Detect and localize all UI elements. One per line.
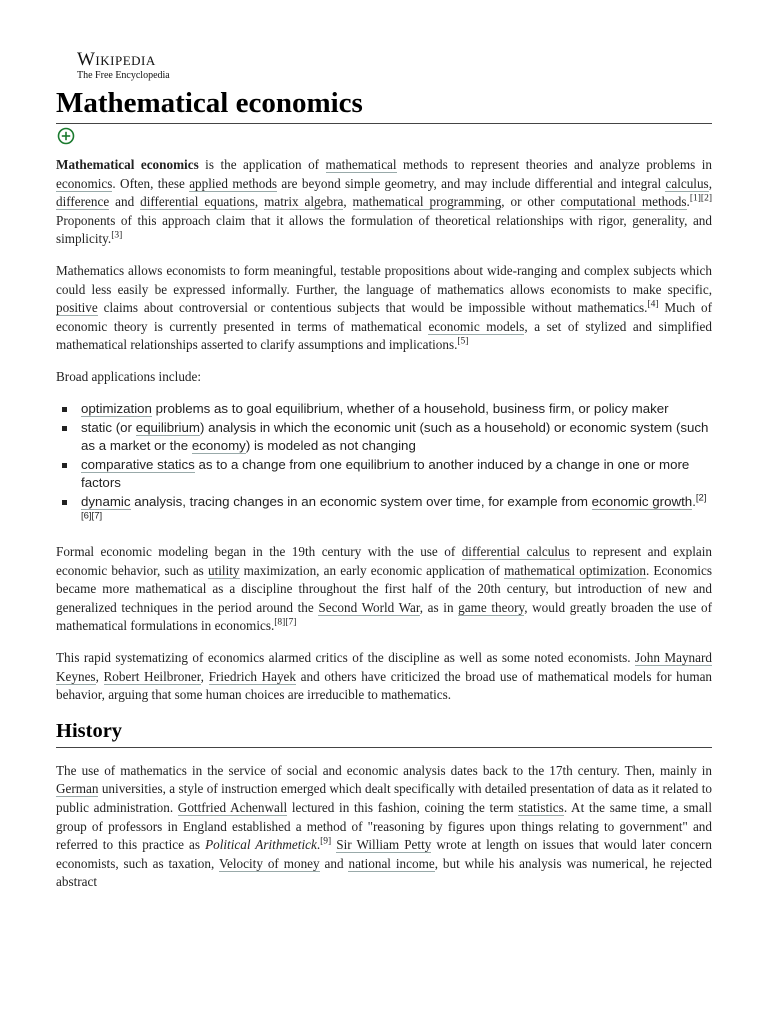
link-game-theory[interactable]: game theory [458, 599, 525, 615]
link-velocity-of-money[interactable]: Velocity of money [218, 855, 320, 871]
list-item [56, 493, 712, 528]
text: problems as to goal equilibrium, whether of a household, business firm, or policy maker [151, 400, 669, 416]
link-mathematical-programming[interactable]: mathematical programming [352, 194, 502, 210]
link-mathematical[interactable]: mathematical [325, 157, 397, 172]
text: to represent and explain economic behavior, such as [56, 544, 712, 578]
list-item [56, 400, 712, 418]
text: static (or [81, 420, 136, 436]
text: , would greatly broaden the use of mathematical formulations in economics. [56, 599, 713, 634]
link-difference[interactable]: difference [56, 194, 110, 210]
text: methods to represent theories and analyze problems in [396, 157, 712, 172]
link-economic-models[interactable]: economic models [428, 318, 525, 334]
article-body [56, 156, 712, 905]
text: and others have criticized the broad use of mathematical models for human behavior, arguing that some human choices are irreducible to mathematics. [56, 668, 713, 703]
link-matrix-algebra[interactable]: matrix algebra [264, 194, 344, 210]
text: , but while his analysis was numerical, he rejected abstract [56, 855, 713, 890]
text: , a set of stylized and simplified mathematical relationships asserted to clarify assumptions and implications. [56, 318, 713, 353]
intro-paragraph-1 [56, 156, 712, 249]
text: Proponents of this approach claim that it allows the formulation of theoretical relationships with rigor, generality, and simplicity. [56, 212, 712, 247]
text: ) analysis in which the economic unit (such as a household) or economic system (such as a market or the [81, 420, 709, 453]
text: . At the same time, a small group of professors in England established a method of "reasoning by figures upon things relating to government" and referred to this practice as [56, 799, 712, 853]
citation-ref[interactable]: [1][2] [689, 193, 712, 204]
citation-ref[interactable]: [4] [647, 299, 659, 310]
text: , [254, 194, 265, 210]
link-equilibrium[interactable]: equilibrium [135, 420, 200, 436]
citation-ref[interactable]: [2][6][7] [81, 492, 707, 522]
section-heading-history: History [56, 719, 123, 742]
link-william-petty[interactable]: Sir William Petty [336, 837, 432, 853]
link-second-world-war[interactable]: Second World War [318, 599, 420, 615]
link-calculus[interactable]: calculus [665, 175, 709, 191]
link-achenwall[interactable]: Gottfried Achenwall [177, 799, 288, 815]
citation-ref[interactable]: [8][7] [274, 618, 297, 629]
text: , [95, 668, 104, 684]
link-computational-methods[interactable]: computational methods [560, 194, 687, 210]
link-economics[interactable]: economics [56, 175, 113, 191]
text: . Often, these [112, 175, 190, 191]
text: Mathematics allows economists to form meaningful, testable propositions about wide-ranging and complex subjects which could less easily be expressed informally. Further, the language of mathematics allows economists to make specific, [56, 262, 712, 297]
link-positive[interactable]: positive [56, 300, 98, 316]
plus-circle-icon[interactable] [57, 127, 75, 145]
link-optimization[interactable]: optimization [81, 400, 152, 416]
wikipedia-logo[interactable] [77, 50, 170, 82]
list-item [56, 456, 712, 491]
link-heilbroner[interactable]: Robert Heilbroner [103, 668, 201, 684]
citation-ref[interactable]: [3] [111, 230, 123, 241]
intro-paragraph-2 [56, 262, 712, 355]
text: are beyond simple geometry, and may include differential and integral [277, 175, 666, 191]
italic-term: Political Arithmetick [205, 837, 317, 853]
text: analysis, tracing changes in an economic system over time, for example from [130, 494, 592, 510]
text: , [200, 668, 209, 684]
text: is the application of [198, 157, 326, 172]
logo-wordmark: Wikipedia [77, 49, 156, 70]
text: The use of mathematics in the service of social and economic analysis dates back to the 17th century. Then, mainly in [56, 762, 712, 778]
text: and [319, 855, 349, 871]
citation-ref[interactable]: [9] [320, 836, 332, 847]
link-dynamic[interactable]: dynamic [81, 494, 131, 510]
link-keynes[interactable]: John Maynard Keynes [56, 650, 712, 684]
history-paragraph-1 [56, 762, 712, 892]
text: Much of economic theory is currently presented in terms of mathematical [56, 300, 712, 334]
lead-term: Mathematical economics [56, 157, 199, 172]
text: . [692, 494, 696, 510]
link-german[interactable]: German [56, 781, 99, 797]
link-mathematical-optimization[interactable]: mathematical optimization [504, 562, 646, 578]
body-paragraph-2 [56, 649, 712, 705]
body-paragraph-1 [56, 543, 712, 636]
link-differential-equations[interactable]: differential equations [140, 194, 255, 210]
link-hayek[interactable]: Friedrich Hayek [208, 668, 297, 684]
text: wrote at length on issues that would later concern economists, such as taxation, [56, 837, 713, 871]
link-utility[interactable]: utility [207, 562, 240, 578]
text: , as in [419, 599, 459, 615]
logo-tagline: The Free Encyclopedia [77, 70, 170, 81]
link-differential-calculus[interactable]: differential calculus [461, 544, 570, 560]
text: lectured in this fashion, coining the term [287, 799, 519, 815]
link-economic-growth[interactable]: economic growth [591, 494, 693, 510]
link-statistics[interactable]: statistics [518, 799, 564, 815]
intro-paragraph-3: Broad applications include: [56, 368, 202, 384]
text: . [316, 837, 321, 853]
link-national-income[interactable]: national income [348, 855, 435, 871]
link-applied-methods[interactable]: applied methods [189, 175, 278, 191]
text: ) is modeled as not changing [245, 437, 416, 453]
text: . [686, 194, 690, 210]
citation-ref[interactable]: [5] [457, 336, 469, 347]
text: claims about controversial or contentious subjects that would be impossible without mathematics. [97, 300, 648, 316]
applications-list [56, 400, 712, 529]
text: universities, a style of instruction emerged which dealt specifically with detailed presentation of data as it related to public administration. [56, 781, 712, 815]
text: , [343, 194, 353, 210]
text: This rapid systematizing of economics alarmed critics of the discipline as well as some noted economists. [56, 650, 636, 665]
text: . Economics became more mathematical as a discipline throughout the first half of the 20th century, but introduction of new and generalized techniques in the period around the [56, 562, 712, 615]
text: as to a change from one equilibrium to another induced by a change in one or more factors [81, 457, 690, 490]
text: , or other [501, 194, 561, 210]
page-title: Mathematical economics [56, 87, 363, 119]
link-comparative-statics[interactable]: comparative statics [81, 457, 195, 473]
text: Formal economic modeling began in the 19th century with the use of [56, 544, 462, 560]
link-economy[interactable]: economy [191, 437, 246, 453]
section-divider [56, 747, 712, 748]
text: and [109, 194, 141, 210]
list-item [56, 419, 712, 454]
text: , [708, 175, 712, 191]
title-divider [56, 123, 712, 124]
text: maximization, an early economic application of [239, 562, 505, 578]
